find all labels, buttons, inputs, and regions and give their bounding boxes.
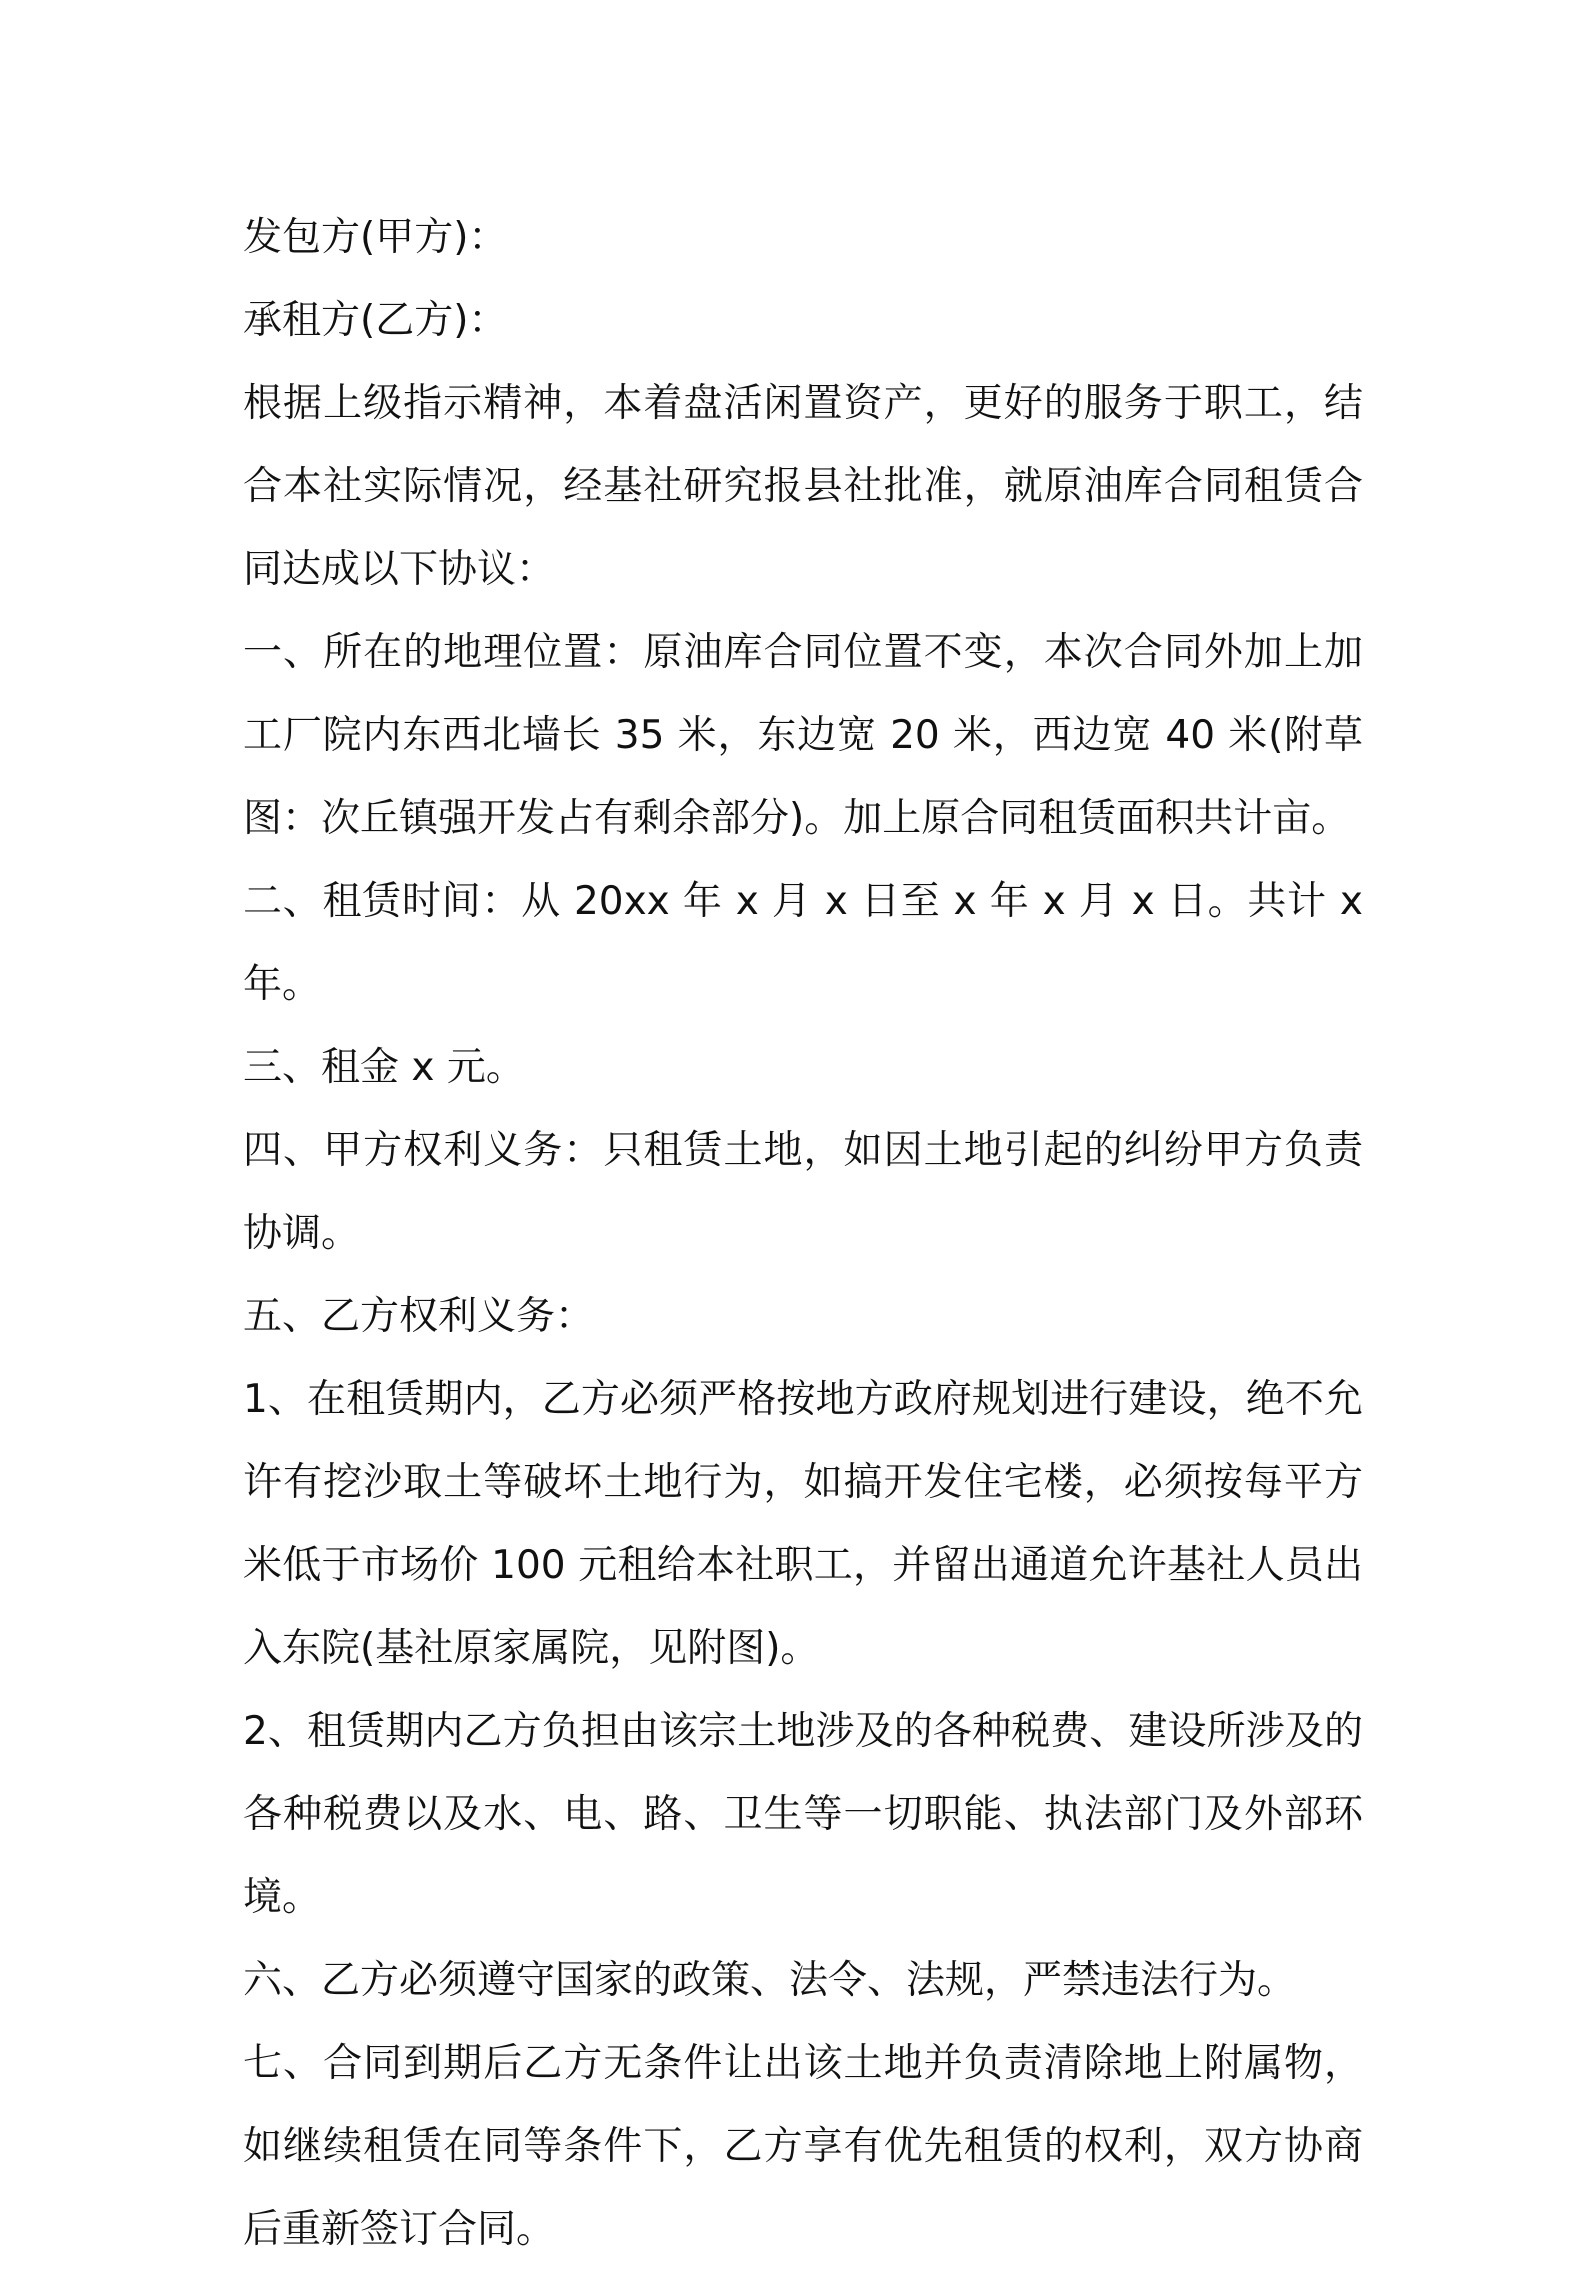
contract-body (243, 196, 1363, 2271)
clause-5-item-1: 1、在租赁期内，乙方必须严格按地方政府规划进行建设，绝不允许有挖沙取土等破坏土地行为，如搞开发住宅楼，必须按每平方米低于市场价 100 元租给本社职工，并留出通道允许基社人员出入东院(基社原家属院，见附图)。 (243, 1377, 1363, 1671)
clause-5-party-b-duties: 五、乙方权利义务： (243, 1294, 595, 1339)
clause-3-rent: 三、租金 x 元。 (243, 1045, 525, 1090)
clause-5-item-2: 2、租赁期内乙方负担由该宗土地涉及的各种税费、建设所涉及的各种税费以及水、电、路、卫生等一切职能、执法部门及外部环境。 (243, 1709, 1363, 1920)
clause-4-party-a-duties: 四、甲方权利义务：只租赁土地，如因土地引起的纠纷甲方负责协调。 (243, 1128, 1363, 1256)
clause-7-expiry: 七、合同到期后乙方无条件让出该土地并负责清除地上附属物，如继续租赁在同等条件下，乙方享有优先租赁的权利，双方协商后重新签订合同。 (243, 2041, 1363, 2252)
party-b-line: 承租方(乙方)： (243, 298, 508, 343)
party-a-line: 发包方(甲方)： (243, 215, 508, 260)
clause-6-compliance: 六、乙方必须遵守国家的政策、法令、法规，严禁违法行为。 (243, 1958, 1297, 2003)
clause-1-location: 一、所在的地理位置：原油库合同位置不变，本次合同外加上加工厂院内东西北墙长 35 米，东边宽 20 米，西边宽 40 米(附草图：次丘镇强开发占有剩余部分)。加上原合同租赁面积共计亩。 (243, 630, 1363, 841)
clause-2-term: 二、租赁时间：从 20xx 年 x 月 x 日至 x 年 x 月 x 日。共计 x 年。 (243, 879, 1363, 1007)
intro-paragraph: 根据上级指示精神，本着盘活闲置资产，更好的服务于职工，结合本社实际情况，经基社研究报县社批准，就原油库合同租赁合同达成以下协议： (243, 381, 1363, 592)
